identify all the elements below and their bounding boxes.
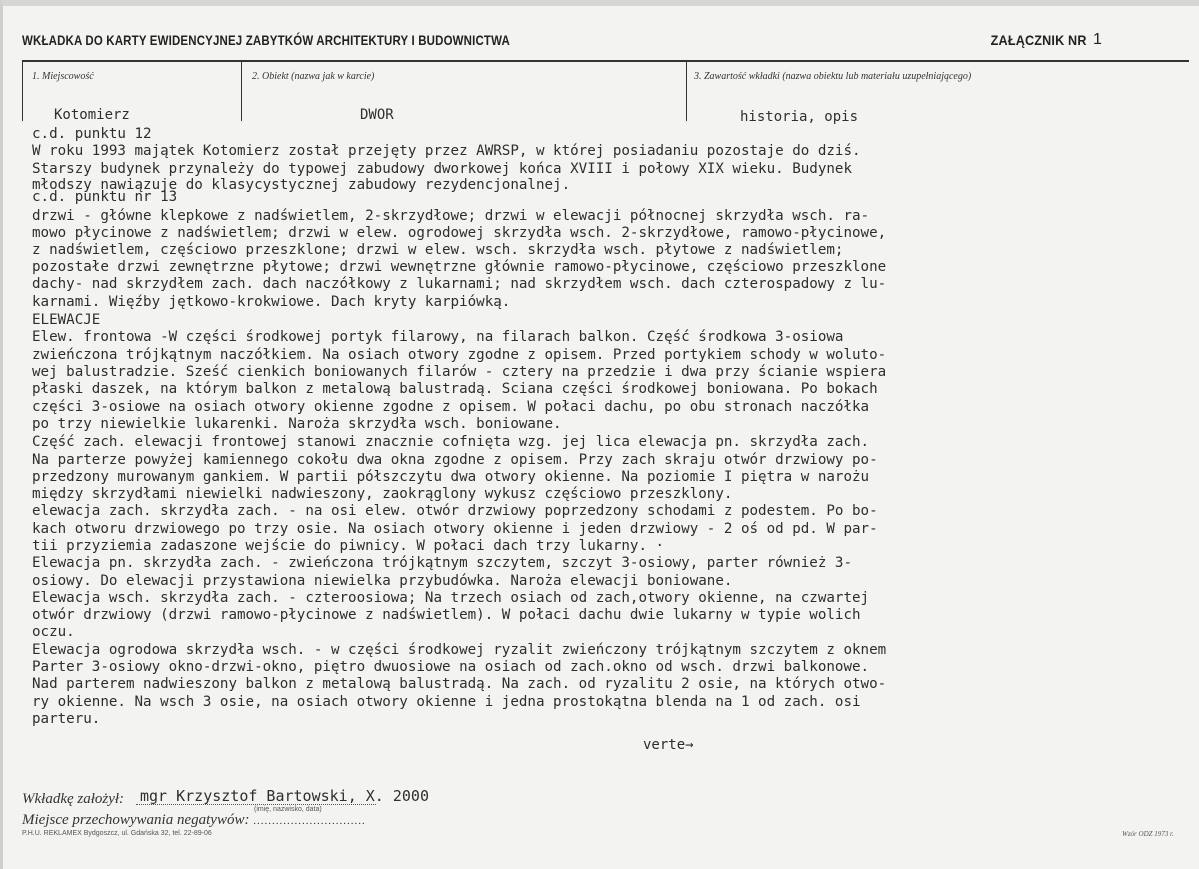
text-line: Elewacja ogrodowa skrzydła wsch. - w części środkowej ryzalit zwieńczony trójkątnym szczytem z oknem [32, 642, 887, 658]
text-line: Na parterze powyżej kamiennego cokołu dwa okna zgodne z opisem. Przy zach skraju otwór drzwiowy po- [32, 452, 878, 468]
locality-label: 1. Miejscowość [32, 71, 94, 82]
header-left-border [22, 61, 23, 121]
annex-label: ZAŁĄCZNIK NR [991, 32, 1087, 48]
locality-value: Kotomierz [54, 107, 130, 123]
header-column-divider-2 [686, 61, 687, 121]
text-line: Elewacja pn. skrzydła zach. - zwieńczona trójkątnym szczytem, szczyt 3-osiowy, parter również 3- [32, 555, 852, 571]
header-column-divider-1 [241, 61, 242, 121]
form-title: WKŁADKA DO KARTY EWIDENCYJNEJ ZABYTKÓW ARCHITEKTURY I BUDOWNICTWA [22, 32, 510, 48]
text-line: po trzy niewielkie lukarenki. Naroża skrzydła wsch. boniowane. [32, 416, 562, 432]
contents-label: 3. Zawartość wkładki (nazwa obiektu lub materiału uzupełniającego) [694, 71, 972, 82]
negatives-dotted-line: .............................. [253, 815, 366, 827]
text-line: pozostałe drzwi zewnętrzne płytowe; drzwi wewnętrzne głównie ramowo-płycinowe, częściowo przeszklone [32, 259, 887, 275]
text-line: części 3-osiowe na osiach otwory okienne zgodne z opisem. W połaci dachu, po obu stronach naczółka [32, 399, 870, 415]
author-dotted-line [136, 804, 376, 805]
text-line: W roku 1993 majątek Kotomierz został przejęty przez AWRSP, w której posiadaniu pozostaje do dziś. [32, 143, 861, 159]
text-line: Parter 3-osiowy okno-drzwi-okno, piętro dwuosiowe na osiach od zach.okno od wsch. drzwi balkonowe. [32, 659, 870, 675]
text-line: Elewacja wsch. skrzydła zach. - czteroosiowa; Na trzech osiach od zach,otwory okienne, na czwartej [32, 590, 870, 606]
text-line: c.d. punktu nr 13 [32, 189, 178, 205]
negatives-label-text: Miejsce przechowywania negatywów: [22, 812, 250, 828]
text-line: płaski daszek, na którym balkon z metalową balustradą. Sciana części środkowej boniowana. Po bokach [32, 381, 878, 397]
text-line: ry okienne. Na wsch 3 osie, na osiach otwory okienne i jedna prostokątna blenda na 1 od zach. osi [32, 694, 861, 710]
form-code: Wzór ODZ 1973 r. [1122, 830, 1174, 838]
annex-number: 1 [1093, 31, 1102, 48]
text-line: z nadświetlem, częściowo przeszklone; drzwi w elew. wsch. skrzydła wsch. płytowe z nadświetlem; [32, 242, 844, 258]
author-label: Wkładkę założył: [22, 791, 125, 807]
negatives-label [22, 812, 366, 829]
text-line: ELEWACJE [32, 312, 101, 328]
text-line: Starszy budynek przynależy do typowej zabudowy dworkowej końca XVIII i połowy XIX wieku. Budynek [32, 161, 852, 177]
text-line: Nad parterem nadwieszony balkon z metalową balustradą. Na zach. od ryzalitu 2 osie, na których otwo- [32, 676, 887, 692]
text-line: drzwi - główne klepkowe z nadświetlem, 2-skrzydłowe; drzwi w elewacji północnej skrzydła wsch. ra- [32, 208, 870, 224]
text-line: między skrzydłami niewielki nadwieszony, zaokrąglony wykusz częściowo przeszklony. [32, 486, 733, 502]
header-top-rule [22, 60, 1189, 62]
text-line: c.d. punktu 12 [32, 126, 152, 142]
text-line: mowo płycinowe z nadświetlem; drzwi w elew. ogrodowej skrzydła wsch. 2-skrzydłowe, ramowo-płycinowe, [32, 225, 887, 241]
text-line: oczu. [32, 624, 75, 640]
author-hint: (imię, nazwisko, data) [254, 806, 322, 813]
text-line: przedzony murowanym gankiem. W partii półszczytu dwa otwory okienne. Na poziomie I piętra w narożu [32, 469, 870, 485]
text-line: otwór drzwiowy (drzwi ramowo-płycinowe z nadświetlem). W połaci dachu dwie lukarny w typie wolich [32, 607, 861, 623]
object-label: 2. Obiekt (nazwa jak w karcie) [252, 71, 375, 82]
text-line: osiowy. Do elewacji przystawiona niewielka przybudówka. Naroża elewacji boniowane. [32, 573, 733, 589]
text-line: Elew. frontowa -W części środkowej portyk filarowy, na filarach balkon. Część środkowa 3-osiowa [32, 329, 844, 345]
text-line: Część zach. elewacji frontowej stanowi znacznie cofnięta wzg. jej lica elewacja pn. skrzydła zach. [32, 434, 870, 450]
author-value: mgr Krzysztof Bartowski, X. 2000 [140, 787, 429, 805]
object-value: DWOR [360, 107, 394, 123]
text-line: dachy- nad skrzydłem zach. dach naczółkowy z lukarnami; nad skrzydłem wsch. dach czterospadowy z lu- [32, 276, 887, 292]
contents-value: historia, opis [740, 109, 859, 125]
text-line: tii przyziemia zadaszone wejście do piwnicy. W połaci dach trzy lukarny. · [32, 538, 665, 554]
text-line: elewacja zach. skrzydła zach. - na osi elew. otwór drzwiowy poprzedzony schodami z podestem. Po bo- [32, 503, 878, 519]
text-line: karnami. Więźby jętkowo-krokwiowe. Dach kryty karpiówką. [32, 294, 511, 310]
text-line: kach otworu drzwiowego po trzy osie. Na osiach otwory okienne i jeden drzwiowy - 2 oś od pd. W par- [32, 521, 878, 537]
verte-note: verte→ [643, 737, 694, 753]
text-line: zwieńczona trójkątnym naczółkiem. Na osiach otwory zgodne z opisem. Przed portykiem schody w woluto- [32, 347, 887, 363]
text-line: wej balustradzie. Sześć cienkich boniowanych filarów - cztery na przedzie i dwa przy ścianie wspiera [32, 364, 887, 380]
printer-imprint: P.H.U. REKLAMEX Bydgoszcz, ul. Gdańska 32, tel. 22-89-06 [22, 830, 212, 837]
text-line: parteru. [32, 711, 101, 727]
text-line: młodszy nawiązuje do klasycystycznej zabudowy rezydencjonalnej. [32, 177, 571, 193]
